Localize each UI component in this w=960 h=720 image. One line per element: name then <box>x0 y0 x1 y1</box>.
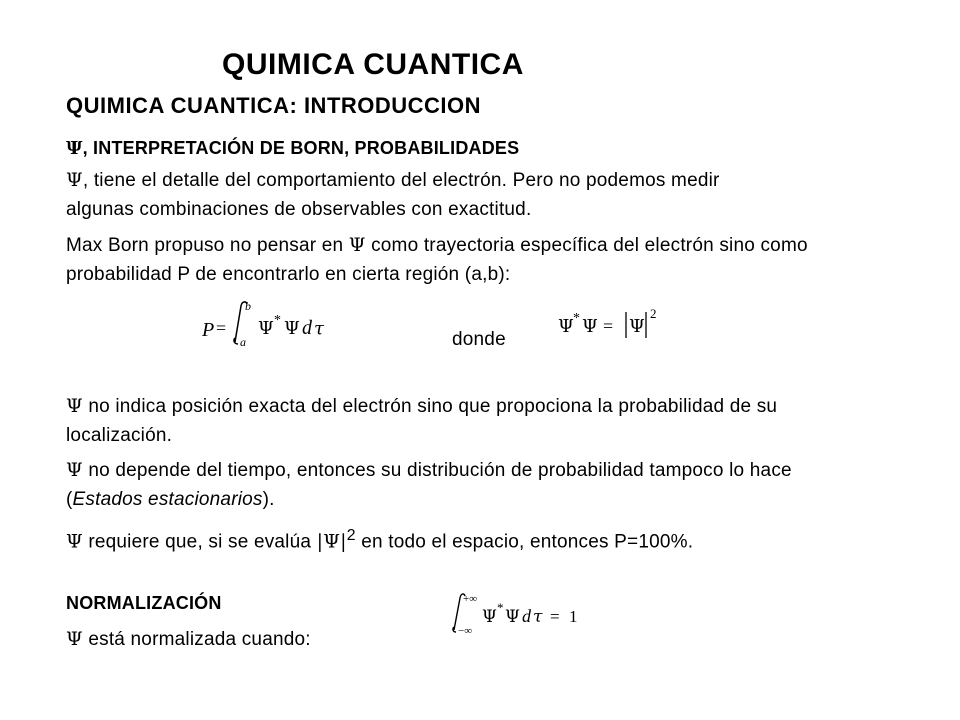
paragraph-requirement-text-b: en todo el espacio, entonces P=100%. <box>355 531 694 553</box>
psi-symbol: Ψ <box>348 234 366 256</box>
svg-text:=: = <box>216 318 227 338</box>
paragraph-normalized <box>66 625 311 654</box>
svg-text:−∞: −∞ <box>458 625 473 637</box>
section-subtitle: QUIMICA CUANTICA: INTRODUCCION <box>66 93 482 118</box>
svg-text:b: b <box>245 299 251 313</box>
psi-modulus-exponent: 2 <box>346 527 356 544</box>
svg-text:d: d <box>522 606 531 626</box>
normalization-heading: NORMALIZACIÓN <box>66 593 222 613</box>
svg-text:Ψ: Ψ <box>482 607 497 627</box>
svg-text:Ψ: Ψ <box>284 318 300 339</box>
equation-normalization <box>446 590 596 638</box>
paragraph-born-text-a: Max Born propuso no pensar en <box>66 235 349 256</box>
svg-text:Ψ: Ψ <box>258 318 274 339</box>
equation-modulus <box>556 302 676 342</box>
psi-symbol: Ψ <box>66 395 83 417</box>
svg-text:Ψ: Ψ <box>558 316 574 337</box>
paragraph-born <box>66 231 836 289</box>
donde-label: donde <box>452 329 506 350</box>
svg-text:τ: τ <box>314 318 324 339</box>
paragraph-position <box>66 392 816 450</box>
svg-text:*: * <box>497 600 504 615</box>
page-title: QUIMICA CUANTICA <box>222 48 524 81</box>
paragraph-detail-text: , tiene el detalle del comportamiento del electrón. Pero no podemos medir algunas combinaciones de observables con exactitud. <box>66 170 720 220</box>
svg-text:1: 1 <box>569 607 578 626</box>
svg-text:Ψ: Ψ <box>582 316 598 337</box>
svg-text:*: * <box>274 313 281 328</box>
svg-text:=: = <box>550 607 560 626</box>
svg-text:Ψ: Ψ <box>629 316 645 337</box>
paragraph-time-text-b: ). <box>262 489 275 510</box>
svg-text:τ: τ <box>533 607 543 627</box>
paragraph-time <box>66 456 806 514</box>
paragraph-born-text-b: como trayectoria específica del electrón sino como probabilidad P de encontrarlo en cierta región (a,b): <box>66 235 808 285</box>
svg-text:P: P <box>202 319 215 341</box>
psi-symbol: Ψ <box>66 530 83 553</box>
svg-text:a: a <box>240 335 246 349</box>
svg-text:2: 2 <box>650 306 657 321</box>
psi-modulus: |Ψ| <box>316 530 347 553</box>
paragraph-position-text: no indica posición exacta del electrón sino que propociona la probabilidad de su localización. <box>66 396 778 446</box>
psi-symbol: Ψ <box>66 169 83 191</box>
paragraph-normalized-text: está normalizada cuando: <box>82 629 311 650</box>
psi-symbol: Ψ <box>66 459 83 481</box>
born-heading <box>66 134 519 163</box>
svg-text:+∞: +∞ <box>463 593 478 605</box>
psi-symbol: Ψ <box>66 138 83 159</box>
paragraph-detail <box>66 166 786 224</box>
svg-text:=: = <box>603 316 614 336</box>
paragraph-time-italic: Estados estacionarios <box>72 489 263 510</box>
paragraph-requirement-text-a: requiere que, si se evalúa <box>82 531 317 553</box>
svg-text:*: * <box>573 311 580 326</box>
paragraph-requirement <box>66 521 886 556</box>
paragraph-time-text-a: no depende del tiempo, entonces su distribución de probabilidad tampoco lo hace ( <box>66 460 792 510</box>
svg-text:Ψ: Ψ <box>505 607 520 627</box>
born-heading-text: , INTERPRETACIÓN DE BORN, PROBABILIDADES <box>82 138 520 158</box>
equation-probability <box>200 298 380 350</box>
svg-text:d: d <box>302 317 312 339</box>
psi-symbol: Ψ <box>66 628 83 650</box>
